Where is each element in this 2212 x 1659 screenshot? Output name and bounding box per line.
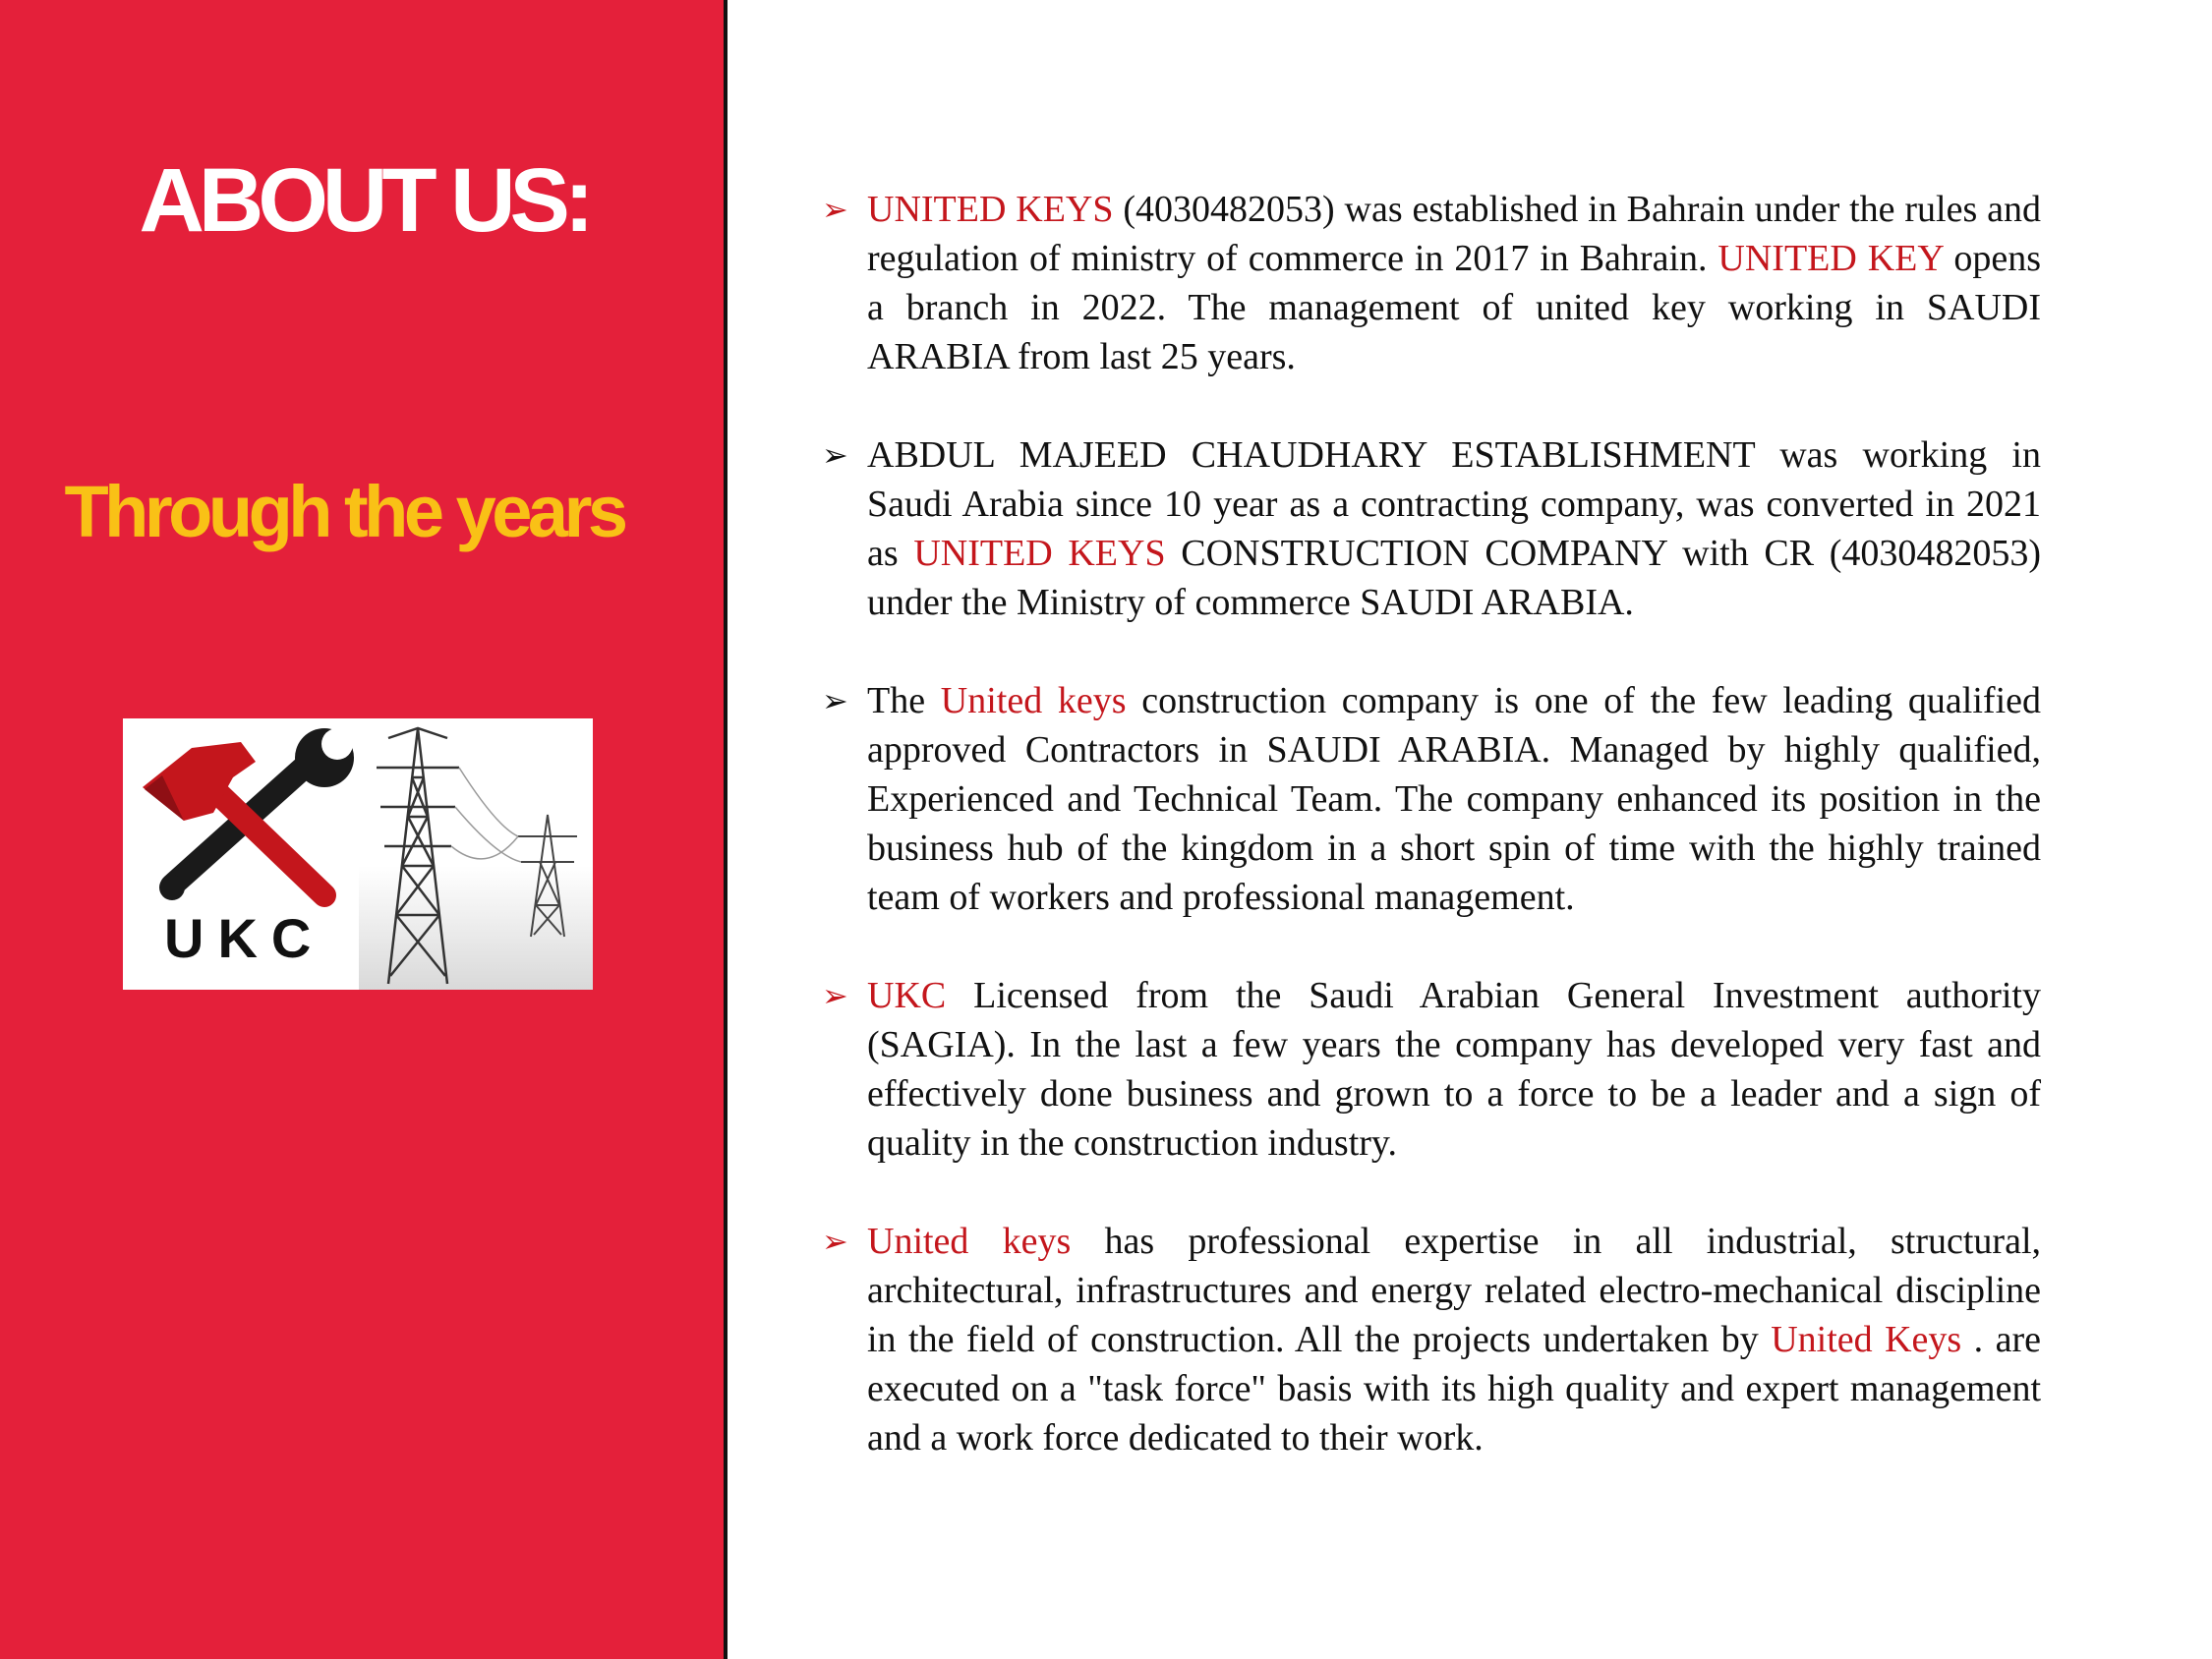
arrow-bullet-icon: ➢ — [822, 1224, 848, 1259]
paragraph-text: ABDUL MAJEED CHAUDHARY ESTABLISHMENT was working in Saudi Arabia since 10 year as a contracting company, was converted in 2021 as — [867, 434, 2041, 574]
highlight-text: United keys — [940, 680, 1127, 721]
list-item — [822, 185, 2041, 381]
list-item — [822, 676, 2041, 922]
highlight-text: United Keys — [1771, 1319, 1962, 1360]
highlight-text: UNITED KEYS — [913, 533, 1166, 574]
list-item — [822, 430, 2041, 627]
logo-text: UKC — [164, 907, 325, 969]
paragraph-text: construction company is one of the few leading qualified approved Contractors in SAUDI ARABIA. Managed by highly qualified, Experienced and Technical Team. The company enhanced its position in the business hub of the kingdom in a short spin of time with the highly trained team of workers and professional management. — [867, 680, 2041, 918]
paragraph-text: (4030482053) was established in Bahrain under the rules and regulation of ministry of commerce in 2017 in Bahrain. — [867, 189, 2041, 279]
sidebar-panel — [0, 0, 728, 1659]
highlight-text: UNITED KEY — [1717, 238, 1944, 279]
page-subtitle: Through the years — [64, 471, 624, 552]
list-item — [822, 1217, 2041, 1462]
highlight-text: UNITED KEYS — [867, 189, 1114, 230]
paragraph-text: Licensed from the Saudi Arabian General Investment authority (SAGIA). In the last a few years the company has developed very fast and effectively done business and grown to a force to be a leader and a sign of quality in the construction industry. — [867, 975, 2041, 1164]
arrow-bullet-icon: ➢ — [822, 192, 848, 227]
paragraph-text: The — [867, 680, 941, 721]
highlight-text: UKC — [867, 975, 947, 1016]
list-item — [822, 971, 2041, 1168]
paragraph-text: has professional expertise in all industrial, structural, architectural, infrastructures and energy related electro-mechanical discipline in the field of construction. All the projects undertaken by — [867, 1221, 2042, 1360]
arrow-bullet-icon: ➢ — [822, 683, 848, 718]
highlight-text: United keys — [867, 1221, 1072, 1262]
company-logo — [123, 718, 593, 990]
arrow-bullet-icon: ➢ — [822, 978, 848, 1013]
page-title: ABOUT US: — [139, 150, 589, 251]
paragraph-text: CONSTRUCTION COMPANY with CR (4030482053) under the Ministry of commerce SAUDI ARABIA. — [867, 533, 2042, 623]
about-content — [822, 185, 2041, 1512]
arrow-bullet-icon: ➢ — [822, 437, 848, 473]
power-lines — [451, 768, 521, 862]
paragraph-text: . are executed on a "task force" basis with its high quality and expert management and a work force dedicated to their work. — [867, 1319, 2041, 1459]
paragraph-text: opens a branch in 2022. The management of united key working in SAUDI ARABIA from last 25 years. — [867, 238, 2042, 377]
